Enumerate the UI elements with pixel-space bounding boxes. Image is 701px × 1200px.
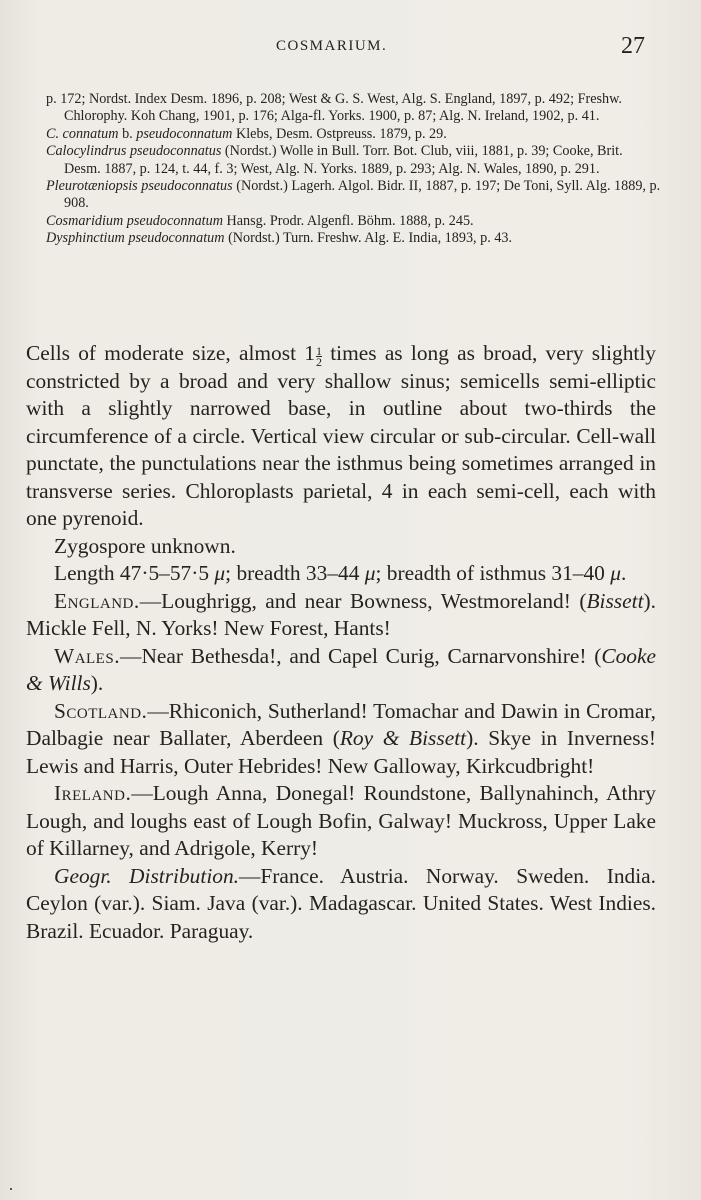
synonym-text: b. xyxy=(118,125,137,142)
synonym-citation: (Nordst.) Lagerh. Algol. Bidr. II, 1887, p. 197; De Toni, Syll. Alg. 1889, p. 908. xyxy=(64,178,661,212)
distribution-label: Geogr. Distribution. xyxy=(54,863,239,888)
synonym-entry xyxy=(46,178,662,213)
synonym-entry xyxy=(46,230,662,247)
fraction-denominator: 2 xyxy=(315,355,322,369)
region-label: England. xyxy=(54,588,140,613)
micron-symbol: μ xyxy=(214,561,226,585)
locality-england xyxy=(26,588,656,643)
collector-name: Bissett xyxy=(586,588,644,613)
synonym-taxon: Dysphinctium pseudoconnatum xyxy=(46,230,225,247)
locality-text: —Rhiconich, Sutherland! Tomachar and Dawin in Cromar, Dalbagie near Ballater, Aberdeen ( xyxy=(26,698,656,750)
running-head: COSMARIUM. xyxy=(276,38,388,54)
zygospore-note: Zygospore unknown. xyxy=(54,533,236,558)
synonym-text: p. 172; Nordst. Index Desm. 1896, p. 208; West & G. S. West, Alg. S. England, 1897, p. 492; Freshw. Chlorophy. Koh Chang, 1901, p. 176; Alga-fl. Yorks. 1900, p. 87; Alg. N. Ireland, 1902, p. 41. xyxy=(46,91,622,125)
micron-symbol: μ xyxy=(610,561,621,585)
synonym-citation: (Nordst.) Turn. Freshw. Alg. E. India, 1893, p. 43. xyxy=(224,230,513,247)
synonym-taxon: C. connatum xyxy=(46,125,119,142)
description-paragraph xyxy=(26,340,656,533)
locality-text: ). Skye in Inverness! Lewis and Harris, Outer Hebrides! New Galloway, Kirkcudbright! xyxy=(26,726,656,778)
synonym-entry xyxy=(46,143,662,178)
synonym-taxon: pseudoconnatum xyxy=(136,125,233,142)
locality-text: ). xyxy=(90,671,104,695)
description-text: times as long as broad, very slightly constricted by a broad and very shallow sinus; semicells semi-elliptic with a slightly narrowed base, in outline about two-thirds the circumference of a circle. Vertical view circular or sub-circular. Cell-wall punctate, the punctulations near the isthmus being sometimes arranged in transverse series. Chloroplasts parietal, 4 in each semi-cell, each with one pyrenoid. xyxy=(26,341,656,530)
micron-symbol: μ xyxy=(364,561,376,585)
locality-wales xyxy=(26,643,656,698)
dimension-text: Length 47·5–57·5 xyxy=(54,561,215,585)
page-speck xyxy=(10,1188,12,1190)
dimension-text: ; breadth of isthmus 31–40 xyxy=(375,561,611,585)
synonym-citation: Klebs, Desm. Ostpreuss. 1879, p. 29. xyxy=(232,125,447,142)
synonym-taxon: Calocylindrus pseudoconnatus xyxy=(46,143,222,160)
dimensions xyxy=(26,560,656,588)
description-text: Cells of moderate size, almost 1 xyxy=(26,341,315,365)
synonym-entry xyxy=(46,126,662,143)
synonym-entry xyxy=(46,91,662,126)
locality-text: ). Mickle Fell, N. Yorks! New Forest, Hants! xyxy=(26,588,656,640)
region-label: Ireland. xyxy=(54,781,132,805)
synonym-taxon: Cosmaridium pseudoconnatum xyxy=(46,212,223,229)
locality-text: —Loughrigg, and near Bowness, Westmoreland! ( xyxy=(139,588,587,613)
synonym-entry xyxy=(46,213,662,230)
locality-ireland xyxy=(26,780,656,863)
locality-scotland xyxy=(26,698,656,781)
collector-name: Roy & Bissett xyxy=(339,726,467,750)
dimension-text: ; breadth 33–44 xyxy=(225,561,365,585)
synonymy-list xyxy=(46,91,662,248)
geographic-distribution xyxy=(26,863,656,946)
locality-text: —Near Bethesda!, and Capel Curig, Carnarvonshire! ( xyxy=(120,643,602,668)
fraction-numerator: 1 xyxy=(315,344,322,358)
synonym-taxon: Pleurotæniopsis pseudoconnatus xyxy=(46,178,233,195)
page-number: 27 xyxy=(621,33,645,59)
locality-text: —Lough Anna, Donegal! Roundstone, Ballynahinch, Athry Lough, and loughs east of Lough Bofin, Galway! Muckross, Upper Lake of Killarney, and Adrigole, Kerry! xyxy=(26,781,656,860)
distribution-text: —France. Austria. Norway. Sweden. India. Ceylon (var.). Siam. Java (var.). Madagascar. United States. West Indies. Brazil. Ecuador. Paraguay. xyxy=(26,863,656,943)
species-description xyxy=(26,340,656,945)
page-header xyxy=(0,34,701,60)
region-label: Wales. xyxy=(54,643,121,668)
collector-name: Cooke & Wills xyxy=(26,643,656,695)
synonym-citation: Hansg. Prodr. Algenfl. Böhm. 1888, p. 245. xyxy=(222,212,474,229)
synonym-citation: (Nordst.) Wolle in Bull. Torr. Bot. Club, viii, 1881, p. 39; Cooke, Brit. Desm. 1887, p. 124, t. 44, f. 3; West, Alg. N. Yorks. 1889, p. 293; Alg. N. Wales, 1890, p. 291. xyxy=(64,143,623,177)
region-label: Scotland. xyxy=(54,698,148,723)
dimension-text: . xyxy=(620,561,627,585)
